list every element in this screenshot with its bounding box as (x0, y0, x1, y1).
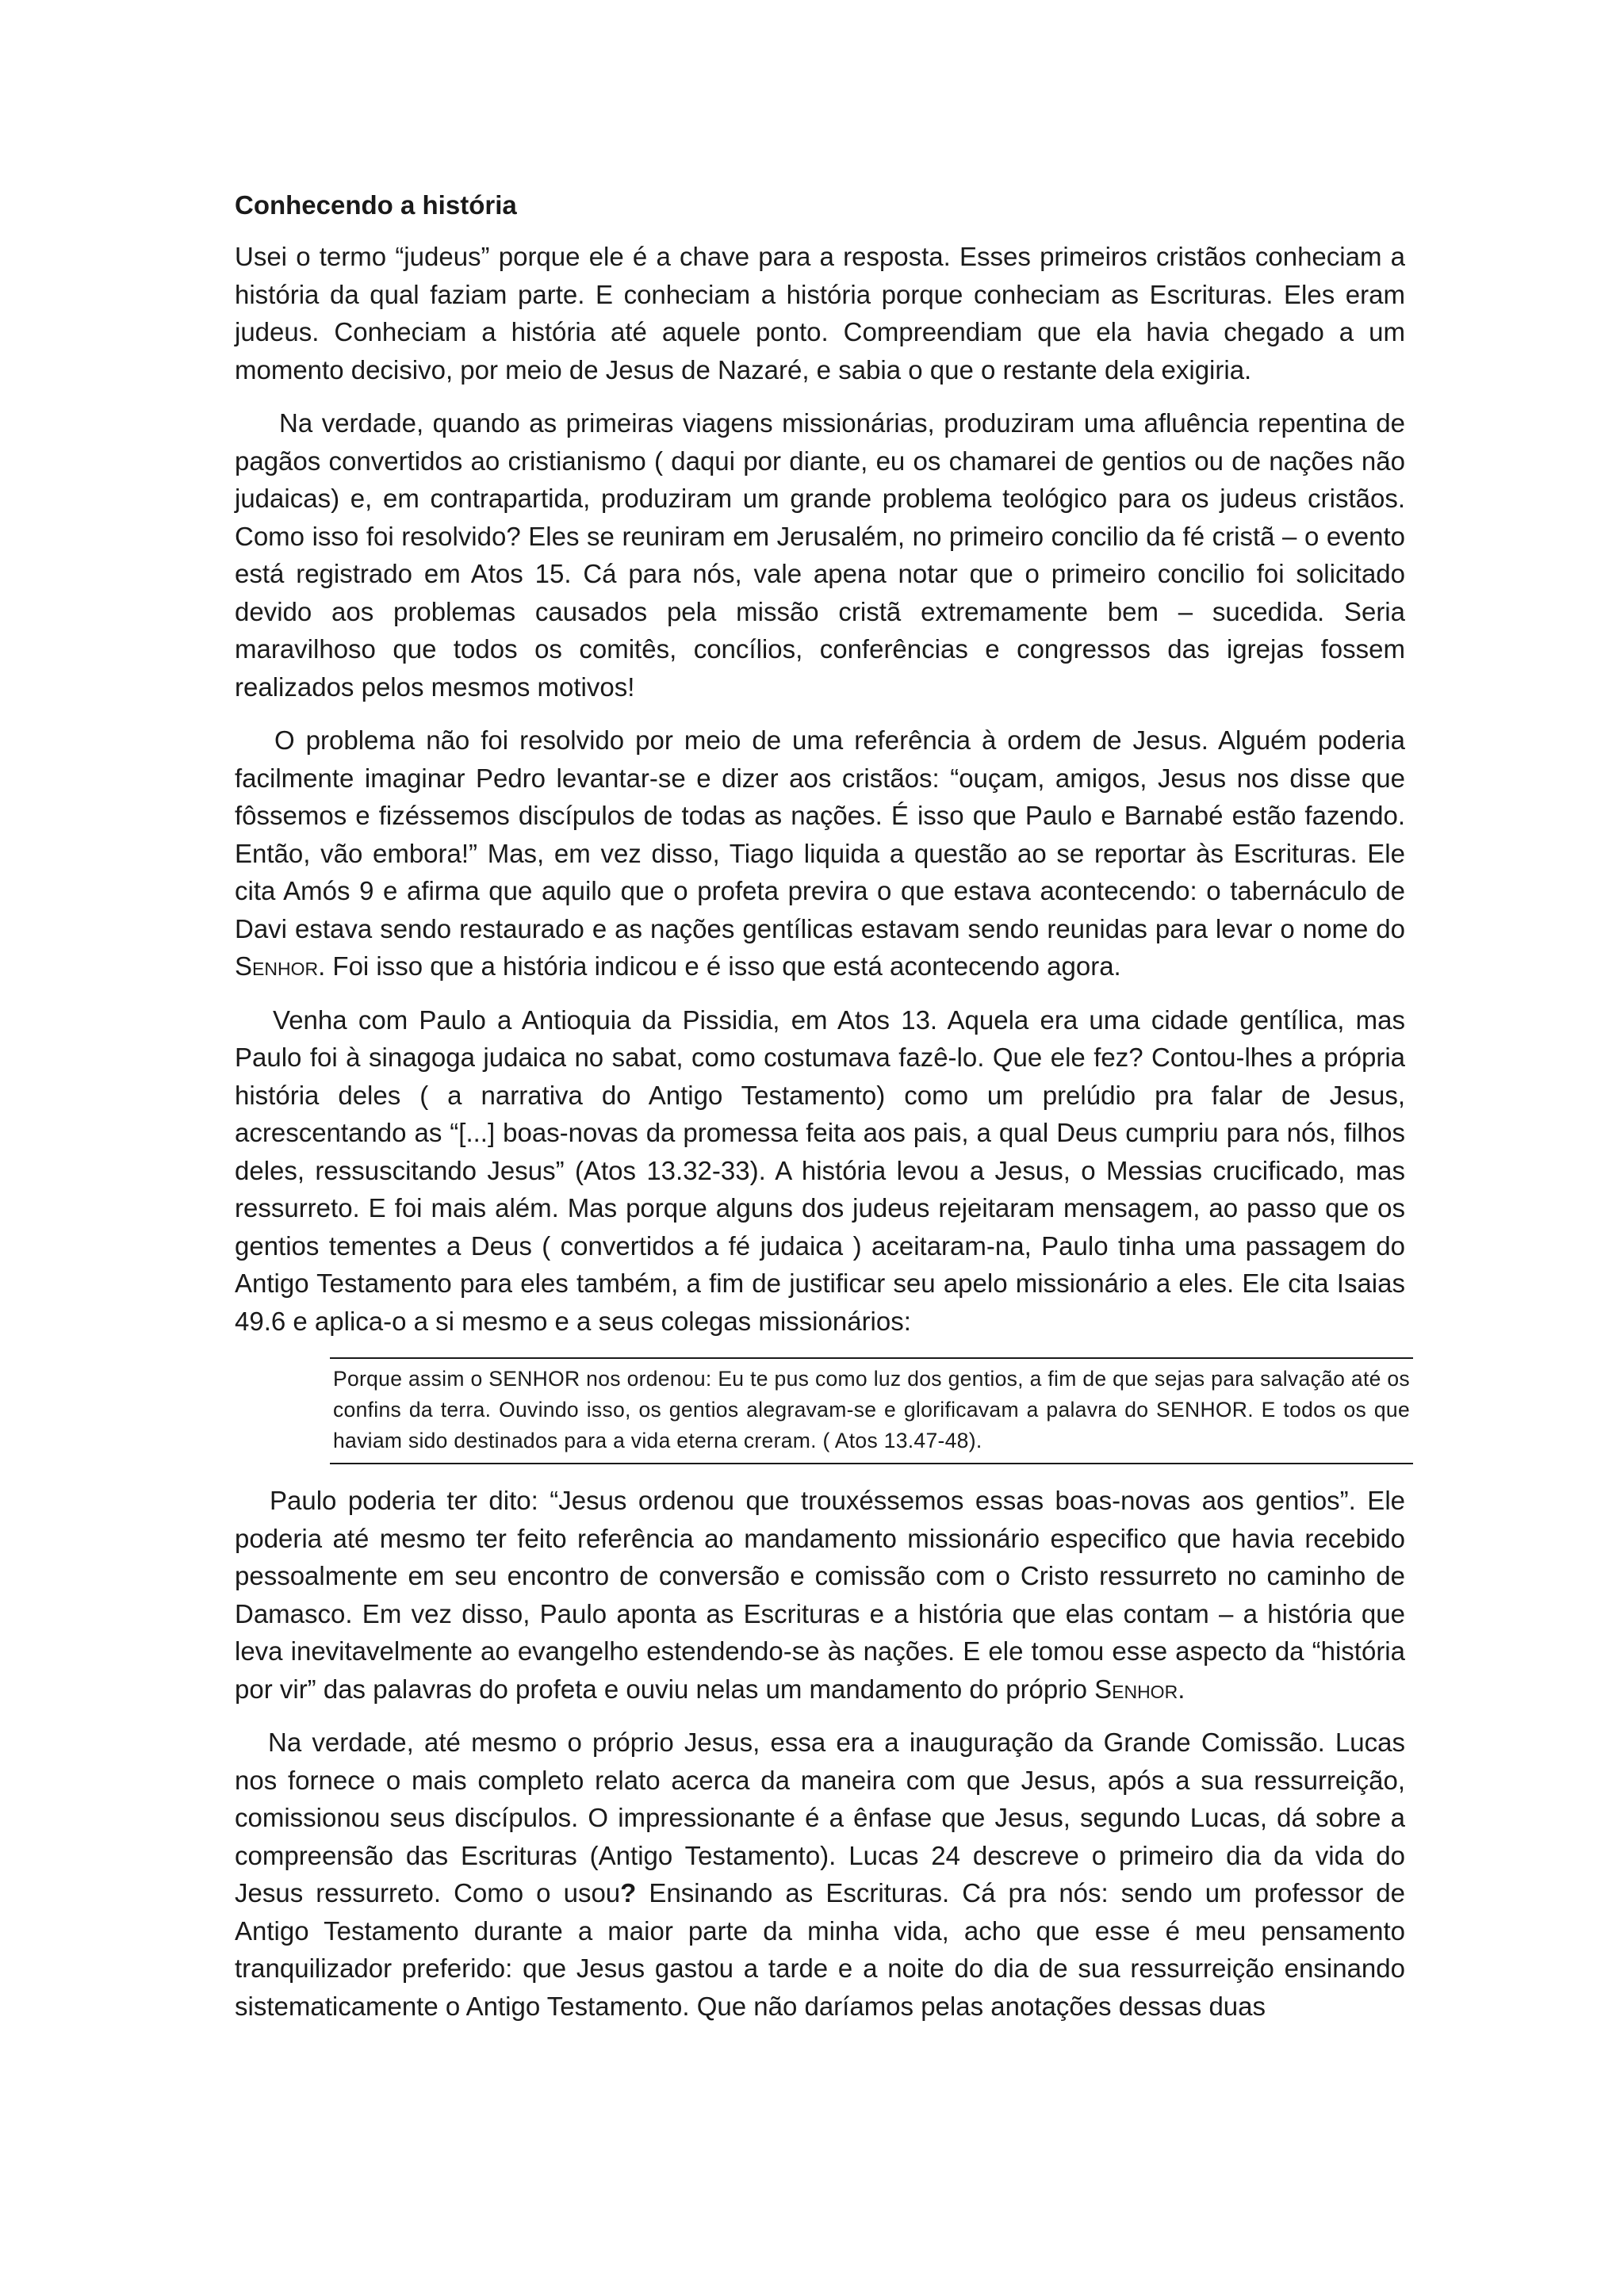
paragraph-6 (235, 1724, 1405, 2025)
paragraph-3-text: O problema não foi resolvido por meio de uma referência à ordem de Jesus. Alguém poderia facilmente imaginar Pedro levantar-se e dizer aos cristãos: “ouçam, amigos, Jesus nos disse que fôssemos e fizéssemos discípulos de todas as nações. É isso que Paulo e Barnabé estão fazendo. Então, vão embora!” Mas, em vez disso, Tiago liquida a questão ao se reportar às Escrituras. Ele cita Amós 9 e afirma que aquilo que o profeta previra o que estava acontecendo: o tabernáculo de Davi estava sendo restaurado e as nações gentílicas estavam sendo reunidas para levar o nome do (235, 725, 1405, 943)
block-quote: Porque assim o SENHOR nos ordenou: Eu te pus como luz dos gentios, a fim de que sejas para salvação até os confins da terra. Ouvindo isso, os gentios alegravam-se e glorificavam a palavra do SENHOR. E todos os que haviam sido destinados para a vida eterna creram. ( Atos 13.47-48). (330, 1357, 1413, 1464)
lord-smallcaps: Senhor (235, 951, 319, 981)
paragraph-5 (235, 1482, 1405, 1708)
question-mark: ? (620, 1878, 637, 1908)
paragraph-6-end: Ensinando as Escrituras. Cá pra nós: sendo um professor de Antigo Testamento durante a maior parte da minha vida, acho que esse é meu pensamento tranquilizador preferido: que Jesus gastou a tarde e a noite do dia de sua ressurreição ensinando sistematicamente o Antigo Testamento. Que não daríamos pelas anotações dessas duas (235, 1878, 1405, 2021)
document-page (235, 187, 1410, 2041)
lord-smallcaps: Senhor (1094, 1674, 1178, 1704)
paragraph-3 (235, 721, 1405, 985)
paragraph-2: Na verdade, quando as primeiras viagens missionárias, produziram uma afluência repentina de pagãos convertidos ao cristianismo ( daqui por diante, eu os chamarei de gentios ou de nações não judaicas) e, em contrapartida, produziram um grande problema teológico para os judeus cristãos. Como isso foi resolvido? Eles se reuniram em Jerusalém, no primeiro concilio da fé cristã – o evento está registrado em Atos 15. Cá para nós, vale apena notar que o primeiro concilio foi solicitado devido aos problemas causados pela missão cristã extremamente bem – sucedida. Seria maravilhoso que todos os comitês, concílios, conferências e congressos das igrejas fossem realizados pelos mesmos motivos! (235, 408, 1405, 702)
paragraph-5-text: Paulo poderia ter dito: “Jesus ordenou que trouxéssemos essas boas-novas aos gentios”. Ele poderia até mesmo ter feito referência ao mandamento missionário especifico que havia recebido pessoalmente em seu encontro de conversão e comissão com o Cristo ressurreto no caminho de Damasco. Em vez disso, Paulo aponta as Escrituras e a história que elas contam – a história que leva inevitavelmente ao evangelho estendendo-se às nações. E ele tomou esse aspecto da “história por vir” das palavras do profeta e ouviu nelas um mandamento do próprio (235, 1486, 1405, 1704)
paragraph-4: Venha com Paulo a Antioquia da Pissidia, em Atos 13. Aquela era uma cidade gentílica, mas Paulo foi à sinagoga judaica no sabat, como costumava fazê-lo. Que ele fez? Contou-lhes a própria história deles ( a narrativa do Antigo Testamento) como um prelúdio pra falar de Jesus, acrescentando as “[...] boas-novas da promessa feita aos pais, a qual Deus cumpriu para nós, filhos deles, ressuscitando Jesus” (Atos 13.32-33). A história levou a Jesus, o Messias crucificado, mas ressurreto. E foi mais além. Mas porque alguns dos judeus rejeitaram mensagem, ao passo que os gentios tementes a Deus ( convertidos a fé judaica ) aceitaram-na, Paulo tinha uma passagem do Antigo Testamento para eles também, a fim de justificar seu apelo missionário a eles. Ele cita Isaias 49.6 e aplica-o a si mesmo e a seus colegas missionários: (235, 1004, 1405, 1336)
paragraph-1: Usei o termo “judeus” porque ele é a chave para a resposta. Esses primeiros cristãos conheciam a história da qual faziam parte. E conheciam a história porque conheciam as Escrituras. Eles eram judeus. Conheciam a história até aquele ponto. Compreendiam que ela havia chegado a um momento decisivo, por meio de Jesus de Nazaré, e sabia o que o restante dela exigiria. (235, 242, 1405, 385)
paragraph-5-end: . (1178, 1674, 1185, 1704)
paragraph-3-end: . Foi isso que a história indicou e é isso que está acontecendo agora. (318, 951, 1121, 981)
section-heading: Conhecendo a história (235, 190, 517, 220)
paragraph-6-text: Na verdade, até mesmo o próprio Jesus, essa era a inauguração da Grande Comissão. Lucas nos fornece o mais completo relato acerca da maneira com que Jesus, após a sua ressurreição, comissionou seus discípulos. O impressionante é a ênfase que Jesus, segundo Lucas, dá sobre a compreensão das Escrituras (Antigo Testamento). Lucas 24 descreve o primeiro dia da vida do Jesus ressurreto. Como o usou (235, 1728, 1405, 1908)
